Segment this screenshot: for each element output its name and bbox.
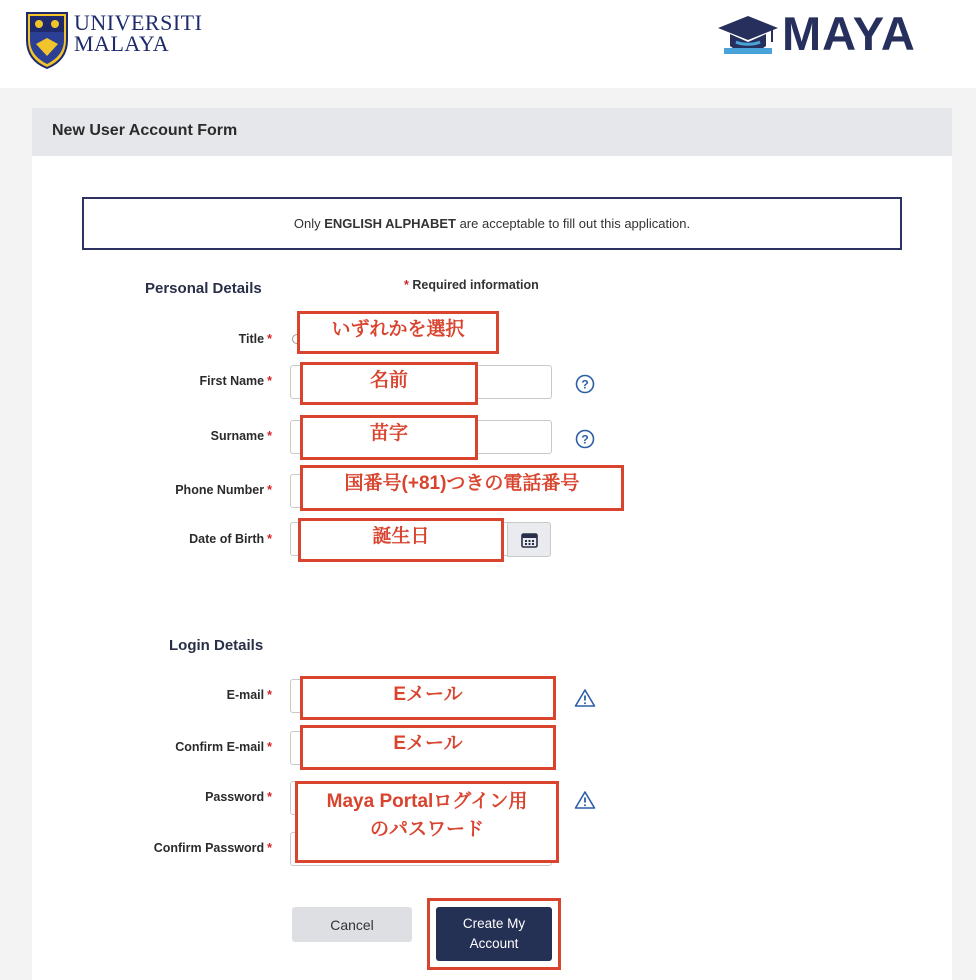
english-only-notice: Only ENGLISH ALPHABET are acceptable to fill out this application.: [82, 197, 902, 250]
annotation-password: Maya Portalログイン用 のパスワード: [295, 781, 559, 863]
university-name: UNIVERSITI MALAYA: [74, 10, 203, 56]
annotation-create-highlight: [427, 898, 561, 970]
panel-header: [32, 108, 952, 156]
annotation-surname: 苗字: [300, 415, 478, 460]
date-of-birth-label: Date of Birth *: [189, 532, 272, 546]
top-header: [0, 0, 976, 88]
maya-wordmark: MAYA: [782, 7, 916, 60]
graduation-cap-icon: [716, 12, 780, 58]
create-account-button[interactable]: Create My Account: [436, 907, 552, 961]
calendar-icon: [521, 532, 538, 548]
password-label: Password *: [205, 790, 272, 804]
login-details-heading: Login Details: [169, 637, 264, 654]
annotation-email: Eメール: [300, 676, 556, 720]
confirm-password-label: Confirm Password *: [153, 841, 272, 855]
annotation-title: いずれかを選択: [297, 311, 499, 354]
date-picker-button[interactable]: [507, 522, 551, 557]
maya-logo[interactable]: [716, 8, 946, 58]
warning-triangle-icon[interactable]: [574, 688, 596, 708]
surname-label: Surname *: [210, 429, 272, 443]
annotation-confirm-email: Eメール: [300, 725, 556, 770]
personal-details-heading: Personal Details: [145, 280, 262, 297]
first-name-label: First Name *: [199, 374, 272, 388]
annotation-phone: 国番号(+81)つきの電話番号: [300, 465, 624, 511]
university-crest-icon: [24, 10, 70, 70]
required-information-note: * Required information: [404, 278, 539, 292]
form-title: New User Account Form: [52, 122, 238, 139]
title-label: Title *: [238, 332, 272, 346]
universiti-malaya-logo[interactable]: [24, 10, 214, 74]
annotation-dob: 誕生日: [298, 518, 504, 562]
svg-text:?: ?: [581, 377, 589, 392]
annotation-first-name: 名前: [300, 362, 478, 405]
email-label: E-mail *: [226, 688, 272, 702]
question-circle-icon[interactable]: [575, 429, 595, 449]
account-form-panel: [32, 108, 952, 980]
svg-text:?: ?: [581, 432, 589, 447]
cancel-button[interactable]: Cancel: [292, 907, 412, 942]
phone-number-label: Phone Number *: [175, 483, 272, 497]
confirm-email-label: Confirm E-mail *: [175, 740, 272, 754]
question-circle-icon[interactable]: [575, 374, 595, 394]
warning-triangle-icon[interactable]: [574, 790, 596, 810]
